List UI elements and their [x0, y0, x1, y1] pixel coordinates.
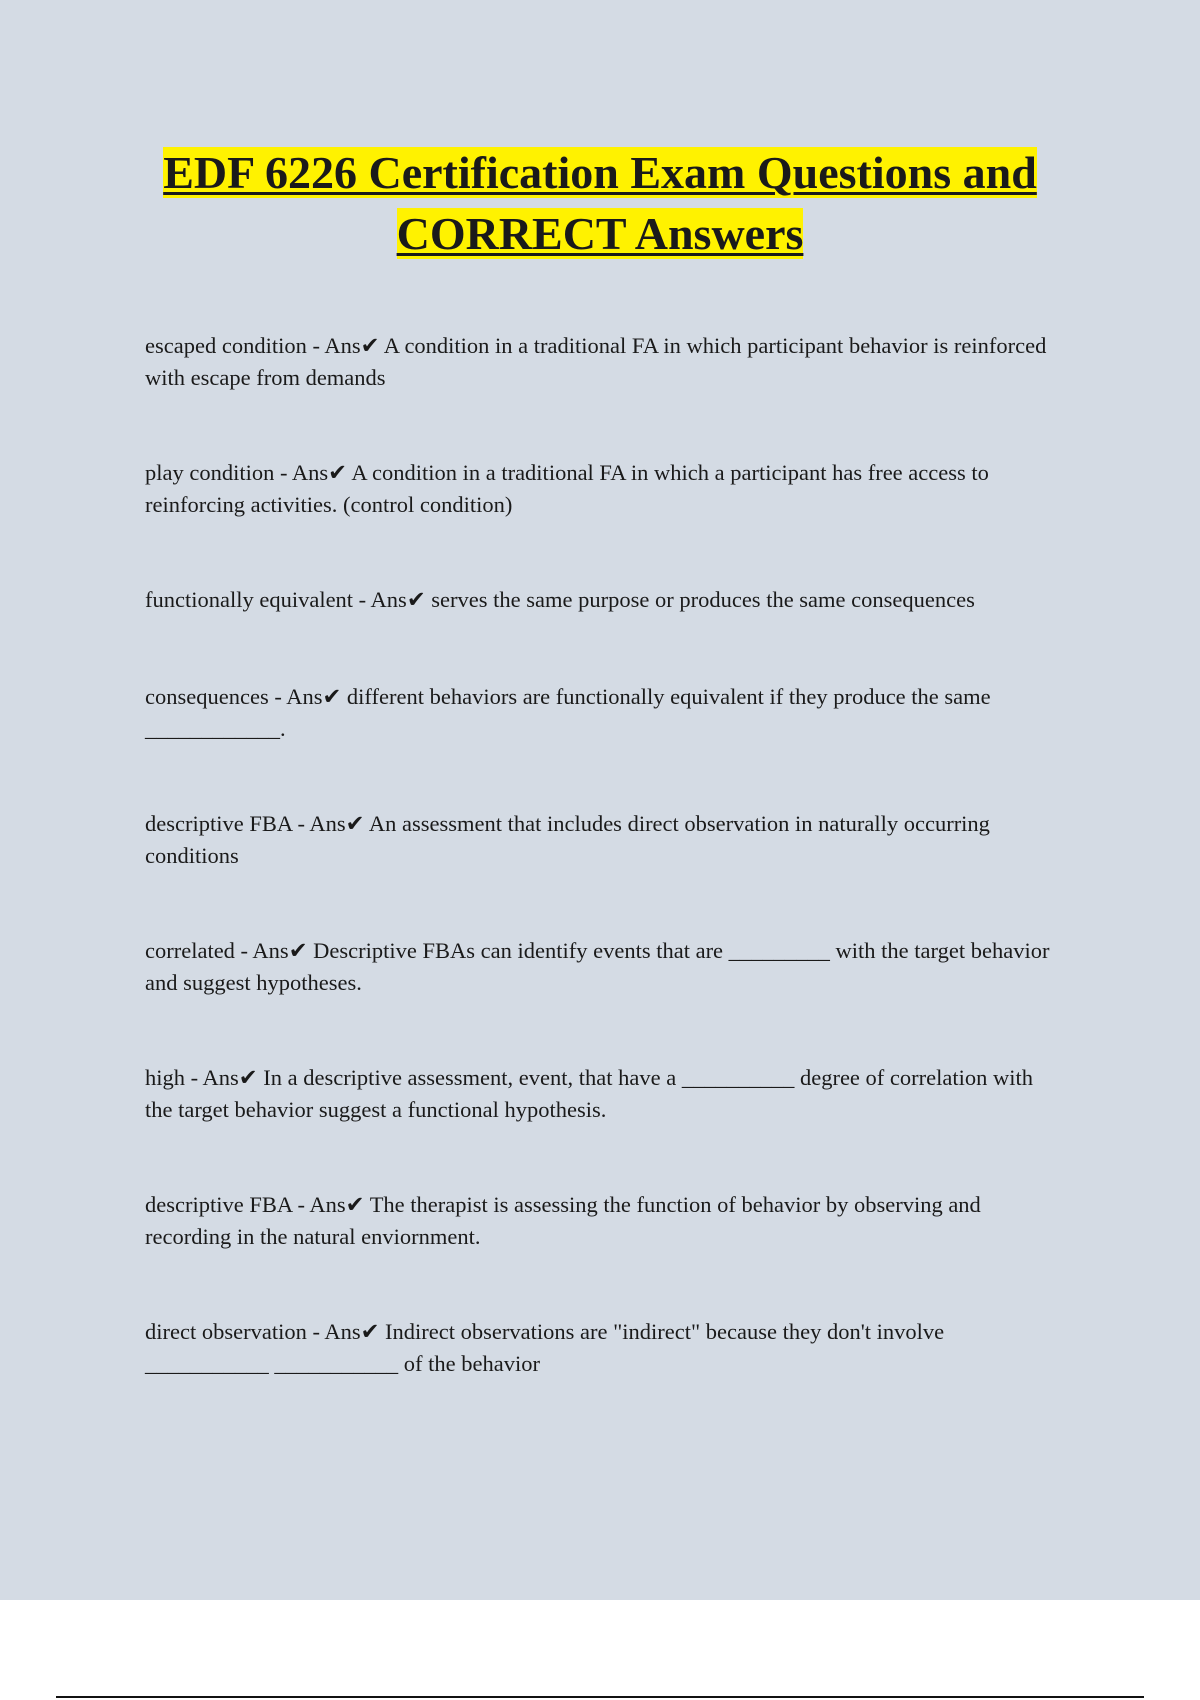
bottom-divider	[56, 1696, 1144, 1698]
qa-item: functionally equivalent - Ans✔ serves the same purpose or produces the same consequences	[145, 587, 975, 612]
qa-item: direct observation - Ans✔ Indirect observations are "indirect" because they don't involve ___________ ___________ of the behavior	[145, 1319, 945, 1376]
qa-item: descriptive FBA - Ans✔ The therapist is assessing the function of behavior by observing and recording in the natural enviornment.	[145, 1192, 981, 1249]
title-line-2: CORRECT Answers	[396, 208, 804, 259]
qa-item: descriptive FBA - Ans✔ An assessment that includes direct observation in naturally occurring conditions	[145, 811, 990, 868]
qa-item: play condition - Ans✔ A condition in a traditional FA in which a participant has free access to reinforcing activities. (control condition)	[145, 460, 989, 517]
qa-item: consequences - Ans✔ different behaviors are functionally equivalent if they produce the same ____________.	[145, 684, 991, 741]
title-line-1: EDF 6226 Certification Exam Questions and	[163, 147, 1037, 198]
document-title	[0, 142, 1200, 264]
qa-item: escaped condition - Ans✔ A condition in a traditional FA in which participant behavior is reinforced with escape from demands	[145, 333, 1047, 390]
qa-item: correlated - Ans✔ Descriptive FBAs can identify events that are _________ with the target behavior and suggest hypotheses.	[145, 938, 1050, 995]
qa-item: high - Ans✔ In a descriptive assessment, event, that have a __________ degree of correlation with the target behavior suggest a functional hypothesis.	[145, 1065, 1033, 1122]
